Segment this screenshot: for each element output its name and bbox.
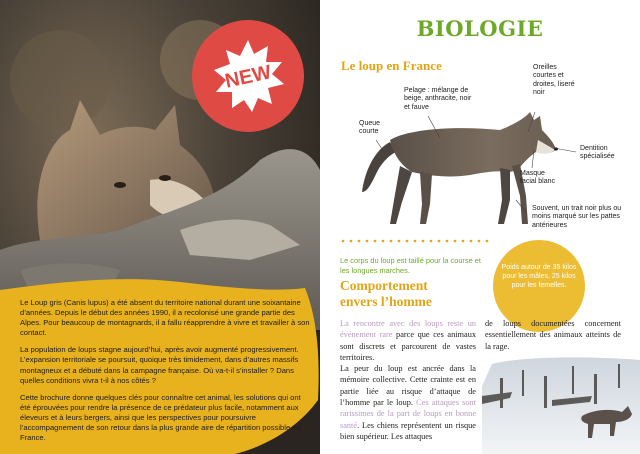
body-note: Le corps du loup est taillé pour la course et les longues marches. [340, 256, 481, 275]
behavior-column-1 [340, 318, 476, 442]
label-souvent: Souvent, un trait noir plus ou moins marqué sur les pattes antérieures [532, 205, 622, 229]
label-masque: Masque facial blanc [520, 170, 556, 186]
weight-bubble-text: Poids autour de 35 kilos pour les mâles, 25 kilos pour les femelles. [501, 264, 577, 290]
new-badge [190, 18, 306, 134]
page-title: BIOLOGIE [416, 16, 544, 41]
wolf-snow-photo [482, 356, 640, 454]
section-title-line-1: Comportement [340, 278, 428, 293]
intro-paragraph-3: Cette brochure donne quelques clés pour connaître cet animal, les solutions qui ont été éprouvées pour rendre la présence de ce prédateur plus facile, notamment aux éleveurs et à leurs bergers, ainsi que les perspectives pour poursuivre l’accompagnement de son retour dans la plus grande aire de répartition possible en France. [20, 392, 301, 443]
wolf-diagram-title: Le loup en France [341, 58, 442, 73]
highlight-attacks: Ces attaques sont rarissimes de la part de loups en bonne santé [340, 397, 476, 430]
col1-text-3: . Les chiens représentent un risque bien supérieur. Les attaques [340, 420, 476, 441]
badge-label: NEW [223, 61, 274, 93]
section-title-line-2: envers l’homme [340, 294, 432, 310]
label-pelage: Pelage : mélange de beige, anthracite, noir et fauve [404, 87, 472, 111]
intro-paragraph-2: La population de loups stagne aujourd’hui, après avoir augmenté progressivement. L’expansion territoriale se poursuit, quoique très timidement, dans d’autres massifs montagneux et a débuté dans la campagne française. Où va-t-il s’installer ? Dans quelles conditions vivra t-il à nos côtés ? [20, 345, 299, 385]
label-queue: Queue courte [359, 120, 381, 136]
intro-paragraph-1: Le Loup gris (Canis lupus) a été absent du territoire national durant une soixantaine d’années. Depuis le début des années 1990, il a recolonisé une grande partie des Alpes. Pour beaucoup de montagnards, il a fallu réapprendre à vivre et travailler à son contact. [20, 298, 310, 338]
dotted-divider [340, 238, 492, 244]
intro-text [20, 298, 310, 450]
label-oreilles: Oreilles courtes et droites, liseré noir [533, 64, 575, 97]
label-dentition: Dentition spécialisée [580, 145, 615, 161]
col1-text-1: parce que ces animaux sont discrets et parcourent de vastes territoires. [340, 330, 476, 362]
col1-text-2: La peur du loup est ancrée dans la mémoire collective. Cette crainte est en partie liée au risque d’attaque de l’homme par le loup. [340, 364, 476, 407]
behavior-column-2: de loups documentées concernent essentiellement des animaux atteints de la rage. [485, 319, 621, 351]
highlight-rare: La rencontre avec des loups reste un événement rare [340, 319, 476, 340]
section-title [340, 278, 432, 310]
